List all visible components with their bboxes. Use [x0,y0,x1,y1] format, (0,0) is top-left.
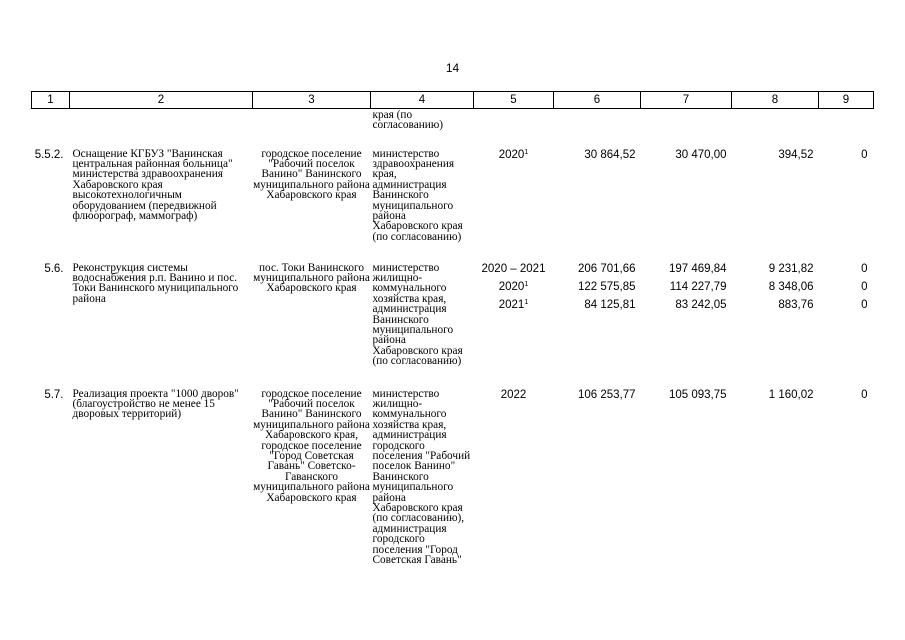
header-col-8: 8 [732,92,819,109]
table-row [32,149,874,263]
period-year: 2020 – 2021 [481,262,546,275]
table-row [32,389,874,566]
row-regional [641,263,732,389]
total-value: 84 125,81 [584,298,636,311]
total-value: 206 701,66 [577,262,636,275]
row-other [819,263,874,389]
other-value: 0 [861,298,868,311]
continuation-cell: края (по согласованию) [372,109,444,132]
table-header-row [32,92,874,109]
row-local [732,263,819,389]
row-participant: городское поселение "Рабочий поселок Ванино" Ванинского муниципального района Хабаровского края, городское поселение "Город Советская Гавань" Советско-Гаванского муниципального района Хабаровского края [253,387,370,504]
row-responsible: министерство здравоохранения края, администрация Ванинского муниципального района Хабаровского края (по согласованию) [372,147,463,243]
local-value: 883,76 [778,298,814,311]
total-value: 122 575,85 [577,280,636,293]
other-value: 0 [861,262,868,275]
row-number: 5.7. [44,388,64,401]
footnote-mark: 1 [524,298,529,306]
row-number: 5.6. [44,262,64,275]
header-col-9: 9 [819,92,874,109]
other-value: 0 [861,280,868,293]
row-name: Реализация проекта "1000 дворов" (благоустройство не менее 15 дворовых территорий) [72,387,239,421]
page-number: 14 [445,61,460,75]
row-period [474,149,554,263]
row-other: 0 [861,388,868,401]
row-name: Оснащение КГБУЗ "Ванинская центральная районная больница" министерства здравоохранения Хабаровского края высокотехнологичным оборудованием (передвижной флюорограф, маммограф) [72,147,233,222]
header-col-6: 6 [554,92,641,109]
header-col-2: 2 [70,92,253,109]
row-local: 1 160,02 [768,388,814,401]
period-year: 2022 [500,388,527,401]
local-value: 8 348,06 [768,280,814,293]
period-year: 2020 [498,148,525,161]
header-col-7: 7 [641,92,732,109]
row-period [474,389,554,566]
table-row-continuation [32,109,874,149]
footnote-mark: 1 [524,148,529,156]
row-other: 0 [861,148,868,161]
row-regional: 105 093,75 [668,388,727,401]
row-local: 394,52 [778,148,814,161]
program-table [31,91,874,565]
row-responsible: министерство жилищно-коммунального хозяйства края, администрация Ванинского муниципального района Хабаровского края (по согласованию) [372,261,463,368]
row-total: 30 864,52 [584,148,636,161]
row-period [474,263,554,389]
header-col-1: 1 [32,92,70,109]
period-year: 2021 [498,298,525,311]
footnote-mark: 1 [524,280,529,288]
row-responsible: министерство жилищно-коммунального хозяйства края, администрация городского поселения "Рабочий поселок Ванино" Ванинского муниципального района Хабаровского края (по согласованию), администрация городского поселения "Город Советская Гавань" [372,387,471,566]
row-participant: городское поселение "Рабочий поселок Ванино" Ванинского муниципального района Хабаровского края [253,147,370,202]
regional-value: 114 227,79 [669,280,727,293]
row-total [554,263,641,389]
row-regional: 30 470,00 [675,148,727,161]
regional-value: 197 469,84 [668,262,727,275]
row-number: 5.5.2. [34,148,64,161]
local-value: 9 231,82 [768,262,814,275]
header-col-3: 3 [253,92,371,109]
header-col-5: 5 [474,92,554,109]
row-name: Реконструкция системы водоснабжения р.п. Ванино и пос. Токи Ванинского муниципального района [72,261,239,305]
header-col-4: 4 [371,92,474,109]
row-total: 106 253,77 [577,388,636,401]
row-participant: пос. Токи Ванинского муниципального района Хабаровского края [253,261,370,295]
regional-value: 83 242,05 [675,298,727,311]
period-year: 2020 [498,280,525,293]
table-row [32,263,874,389]
